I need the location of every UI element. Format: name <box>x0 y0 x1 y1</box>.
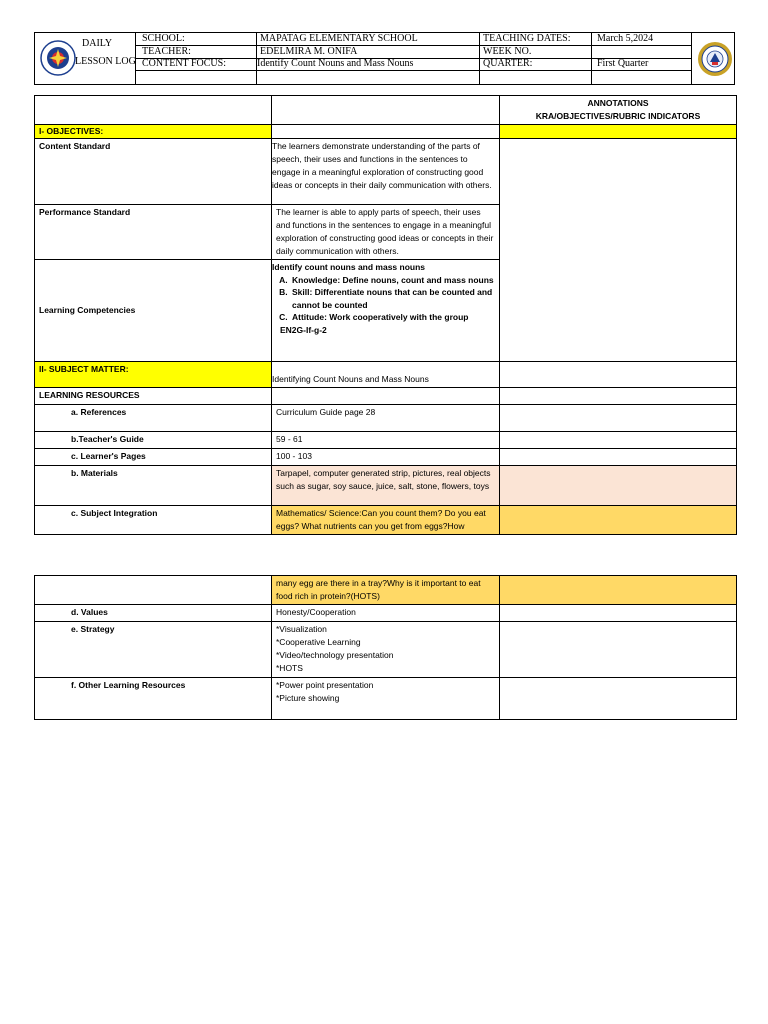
table-row <box>35 432 737 449</box>
content-standard-label: Content Standard <box>35 139 272 205</box>
divider <box>135 70 691 71</box>
table-row <box>35 362 737 388</box>
references-value: Curriculum Guide page 28 <box>272 405 500 432</box>
references-label: a. References <box>35 405 272 432</box>
annotations-header: ANNOTATIONS KRA/OBJECTIVES/RUBRIC INDICATORS <box>500 96 737 125</box>
content-standard-value: The learners demonstrate understanding of the parts of speech, their uses and functions in the sentences to engage in a meaningful exploration of constructing good ideas or concepts in their daily communication with others. <box>272 139 500 205</box>
list-item: C. Attitude: Work cooperatively with the group <box>290 311 495 324</box>
strategy-value <box>272 622 500 678</box>
teacher-label: TEACHER: <box>142 46 191 57</box>
table-row <box>35 405 737 432</box>
values-label: d. Values <box>35 605 272 622</box>
table-row <box>35 125 737 139</box>
week-label: WEEK NO. <box>483 46 532 57</box>
materials-value: Tarpapel, computer generated strip, pictures, real objects such as sugar, soy sauce, juice, salt, stone, flowers, toys <box>272 466 500 506</box>
teachers-guide-value: 59 - 61 <box>272 432 500 449</box>
divider <box>135 45 691 46</box>
list-item: *Visualization <box>276 624 327 634</box>
table-row <box>35 622 737 678</box>
school-value: MAPATAG ELEMENTARY SCHOOL <box>260 33 418 44</box>
teacher-value: EDELMIRA M. ONIFA <box>260 46 358 57</box>
school-seal-icon <box>697 41 733 77</box>
content-focus-value: Identify Count Nouns and Mass Nouns <box>257 58 414 69</box>
subject-integration-label: c. Subject Integration <box>35 506 272 535</box>
title-lesson-log: LESSON LOG <box>75 56 136 67</box>
list-item: *Power point presentation <box>276 680 374 690</box>
title-daily: DAILY <box>82 38 113 49</box>
subject-matter-value: Identifying Count Nouns and Mass Nouns <box>272 362 500 388</box>
content-focus-label: CONTENT FOCUS: <box>142 58 226 69</box>
subject-integration-value: Mathematics/ Science:Can you count them? Do you eat eggs? What nutrients can you get from eggs?How <box>272 506 500 535</box>
competency-list <box>272 274 495 324</box>
divider <box>691 33 692 84</box>
deped-seal-icon <box>40 40 76 76</box>
learning-competencies-value: Identify count nouns and mass nouns A. Knowledge: Define nouns, count and mass nouns B. Skill: Differentiate nouns that can be counted and cannot be counted C. Attitude: Work cooperatively with the group EN2G-If-g-2 <box>272 260 500 362</box>
subject-integration-continued: many egg are there in a tray?Why is it important to eat food rich in protein?(HOTS) <box>272 576 500 605</box>
list-item: *HOTS <box>276 663 303 673</box>
table-row <box>35 388 737 405</box>
list-item: *Picture showing <box>276 693 340 703</box>
table-row <box>35 466 737 506</box>
table-row <box>35 506 737 535</box>
list-item: B. Skill: Differentiate nouns that can be counted and cannot be counted <box>290 286 495 311</box>
list-item: A. Knowledge: Define nouns, count and mass nouns <box>290 274 495 287</box>
teachers-guide-label: b.Teacher's Guide <box>35 432 272 449</box>
learning-competencies-label: Learning Competencies <box>35 260 272 362</box>
school-label: SCHOOL: <box>142 33 185 44</box>
materials-label: b. Materials <box>35 466 272 506</box>
strategy-label: e. Strategy <box>35 622 272 678</box>
table-row <box>35 139 737 205</box>
list-item: *Video/technology presentation <box>276 650 394 660</box>
quarter-value: First Quarter <box>597 58 649 69</box>
table-row <box>35 576 737 605</box>
objectives-label: I- OBJECTIVES: <box>35 125 272 139</box>
competency-code: EN2G-If-g-2 <box>280 324 327 335</box>
teaching-dates-value: March 5,2024 <box>597 33 654 44</box>
table-row <box>35 678 737 720</box>
subject-matter-label: II- SUBJECT MATTER: <box>35 362 272 388</box>
table-row <box>35 96 737 125</box>
lesson-table-2 <box>34 575 737 720</box>
performance-standard-value: The learner is able to apply parts of speech, their uses and functions in the sentences to engage in a meaningful exploration of constructing good ideas or concepts in their daily communication with others. <box>272 205 500 260</box>
other-resources-label: f. Other Learning Resources <box>35 678 272 720</box>
list-item: *Cooperative Learning <box>276 637 361 647</box>
table-row <box>35 449 737 466</box>
quarter-label: QUARTER: <box>483 58 533 69</box>
learners-pages-label: c. Learner's Pages <box>35 449 272 466</box>
learners-pages-value: 100 - 103 <box>272 449 500 466</box>
other-resources-value <box>272 678 500 720</box>
lesson-table-1 <box>34 95 737 535</box>
learning-resources-label: LEARNING RESOURCES <box>35 388 272 405</box>
values-value: Honesty/Cooperation <box>272 605 500 622</box>
teaching-dates-label: TEACHING DATES: <box>483 33 571 44</box>
table-row <box>35 605 737 622</box>
performance-standard-label: Performance Standard <box>35 205 272 260</box>
header-box <box>34 32 735 85</box>
